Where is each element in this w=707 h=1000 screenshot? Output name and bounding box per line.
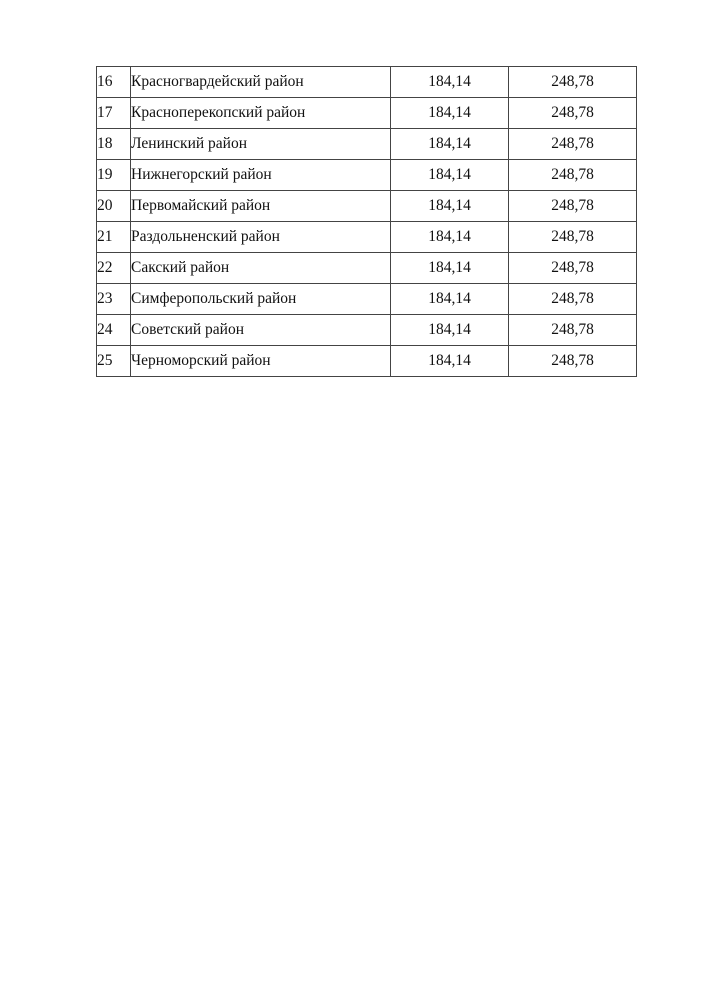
value-1-cell: 184,14 (391, 315, 509, 346)
table-row (97, 160, 637, 191)
value-1-cell: 184,14 (391, 129, 509, 160)
table-row (97, 222, 637, 253)
table-row (97, 346, 637, 377)
district-values-table (96, 66, 637, 377)
value-1-cell: 184,14 (391, 284, 509, 315)
district-name-cell: Черноморский район (131, 346, 391, 377)
value-2-cell: 248,78 (509, 315, 637, 346)
value-1-cell: 184,14 (391, 222, 509, 253)
row-number-cell: 22 (97, 253, 131, 284)
district-name-cell: Ленинский район (131, 129, 391, 160)
district-name-cell: Красногвардейский район (131, 67, 391, 98)
value-1-cell: 184,14 (391, 98, 509, 129)
district-name-cell: Красноперекопский район (131, 98, 391, 129)
value-1-cell: 184,14 (391, 346, 509, 377)
district-name-cell: Нижнегорский район (131, 160, 391, 191)
value-1-cell: 184,14 (391, 191, 509, 222)
district-name-cell: Симферопольский район (131, 284, 391, 315)
row-number-cell: 16 (97, 67, 131, 98)
value-2-cell: 248,78 (509, 191, 637, 222)
row-number-cell: 19 (97, 160, 131, 191)
value-1-cell: 184,14 (391, 160, 509, 191)
value-2-cell: 248,78 (509, 98, 637, 129)
value-2-cell: 248,78 (509, 67, 637, 98)
row-number-cell: 23 (97, 284, 131, 315)
table-row (97, 284, 637, 315)
row-number-cell: 21 (97, 222, 131, 253)
value-2-cell: 248,78 (509, 129, 637, 160)
district-name-cell: Сакский район (131, 253, 391, 284)
table-row (97, 129, 637, 160)
value-1-cell: 184,14 (391, 253, 509, 284)
row-number-cell: 18 (97, 129, 131, 160)
table-body (97, 67, 637, 377)
value-2-cell: 248,78 (509, 284, 637, 315)
district-name-cell: Первомайский район (131, 191, 391, 222)
district-name-cell: Раздольненский район (131, 222, 391, 253)
table-row (97, 315, 637, 346)
value-2-cell: 248,78 (509, 160, 637, 191)
row-number-cell: 20 (97, 191, 131, 222)
table-row (97, 253, 637, 284)
table-row (97, 98, 637, 129)
table-row (97, 67, 637, 98)
value-1-cell: 184,14 (391, 67, 509, 98)
value-2-cell: 248,78 (509, 346, 637, 377)
table-row (97, 191, 637, 222)
value-2-cell: 248,78 (509, 253, 637, 284)
value-2-cell: 248,78 (509, 222, 637, 253)
row-number-cell: 25 (97, 346, 131, 377)
row-number-cell: 24 (97, 315, 131, 346)
district-name-cell: Советский район (131, 315, 391, 346)
row-number-cell: 17 (97, 98, 131, 129)
